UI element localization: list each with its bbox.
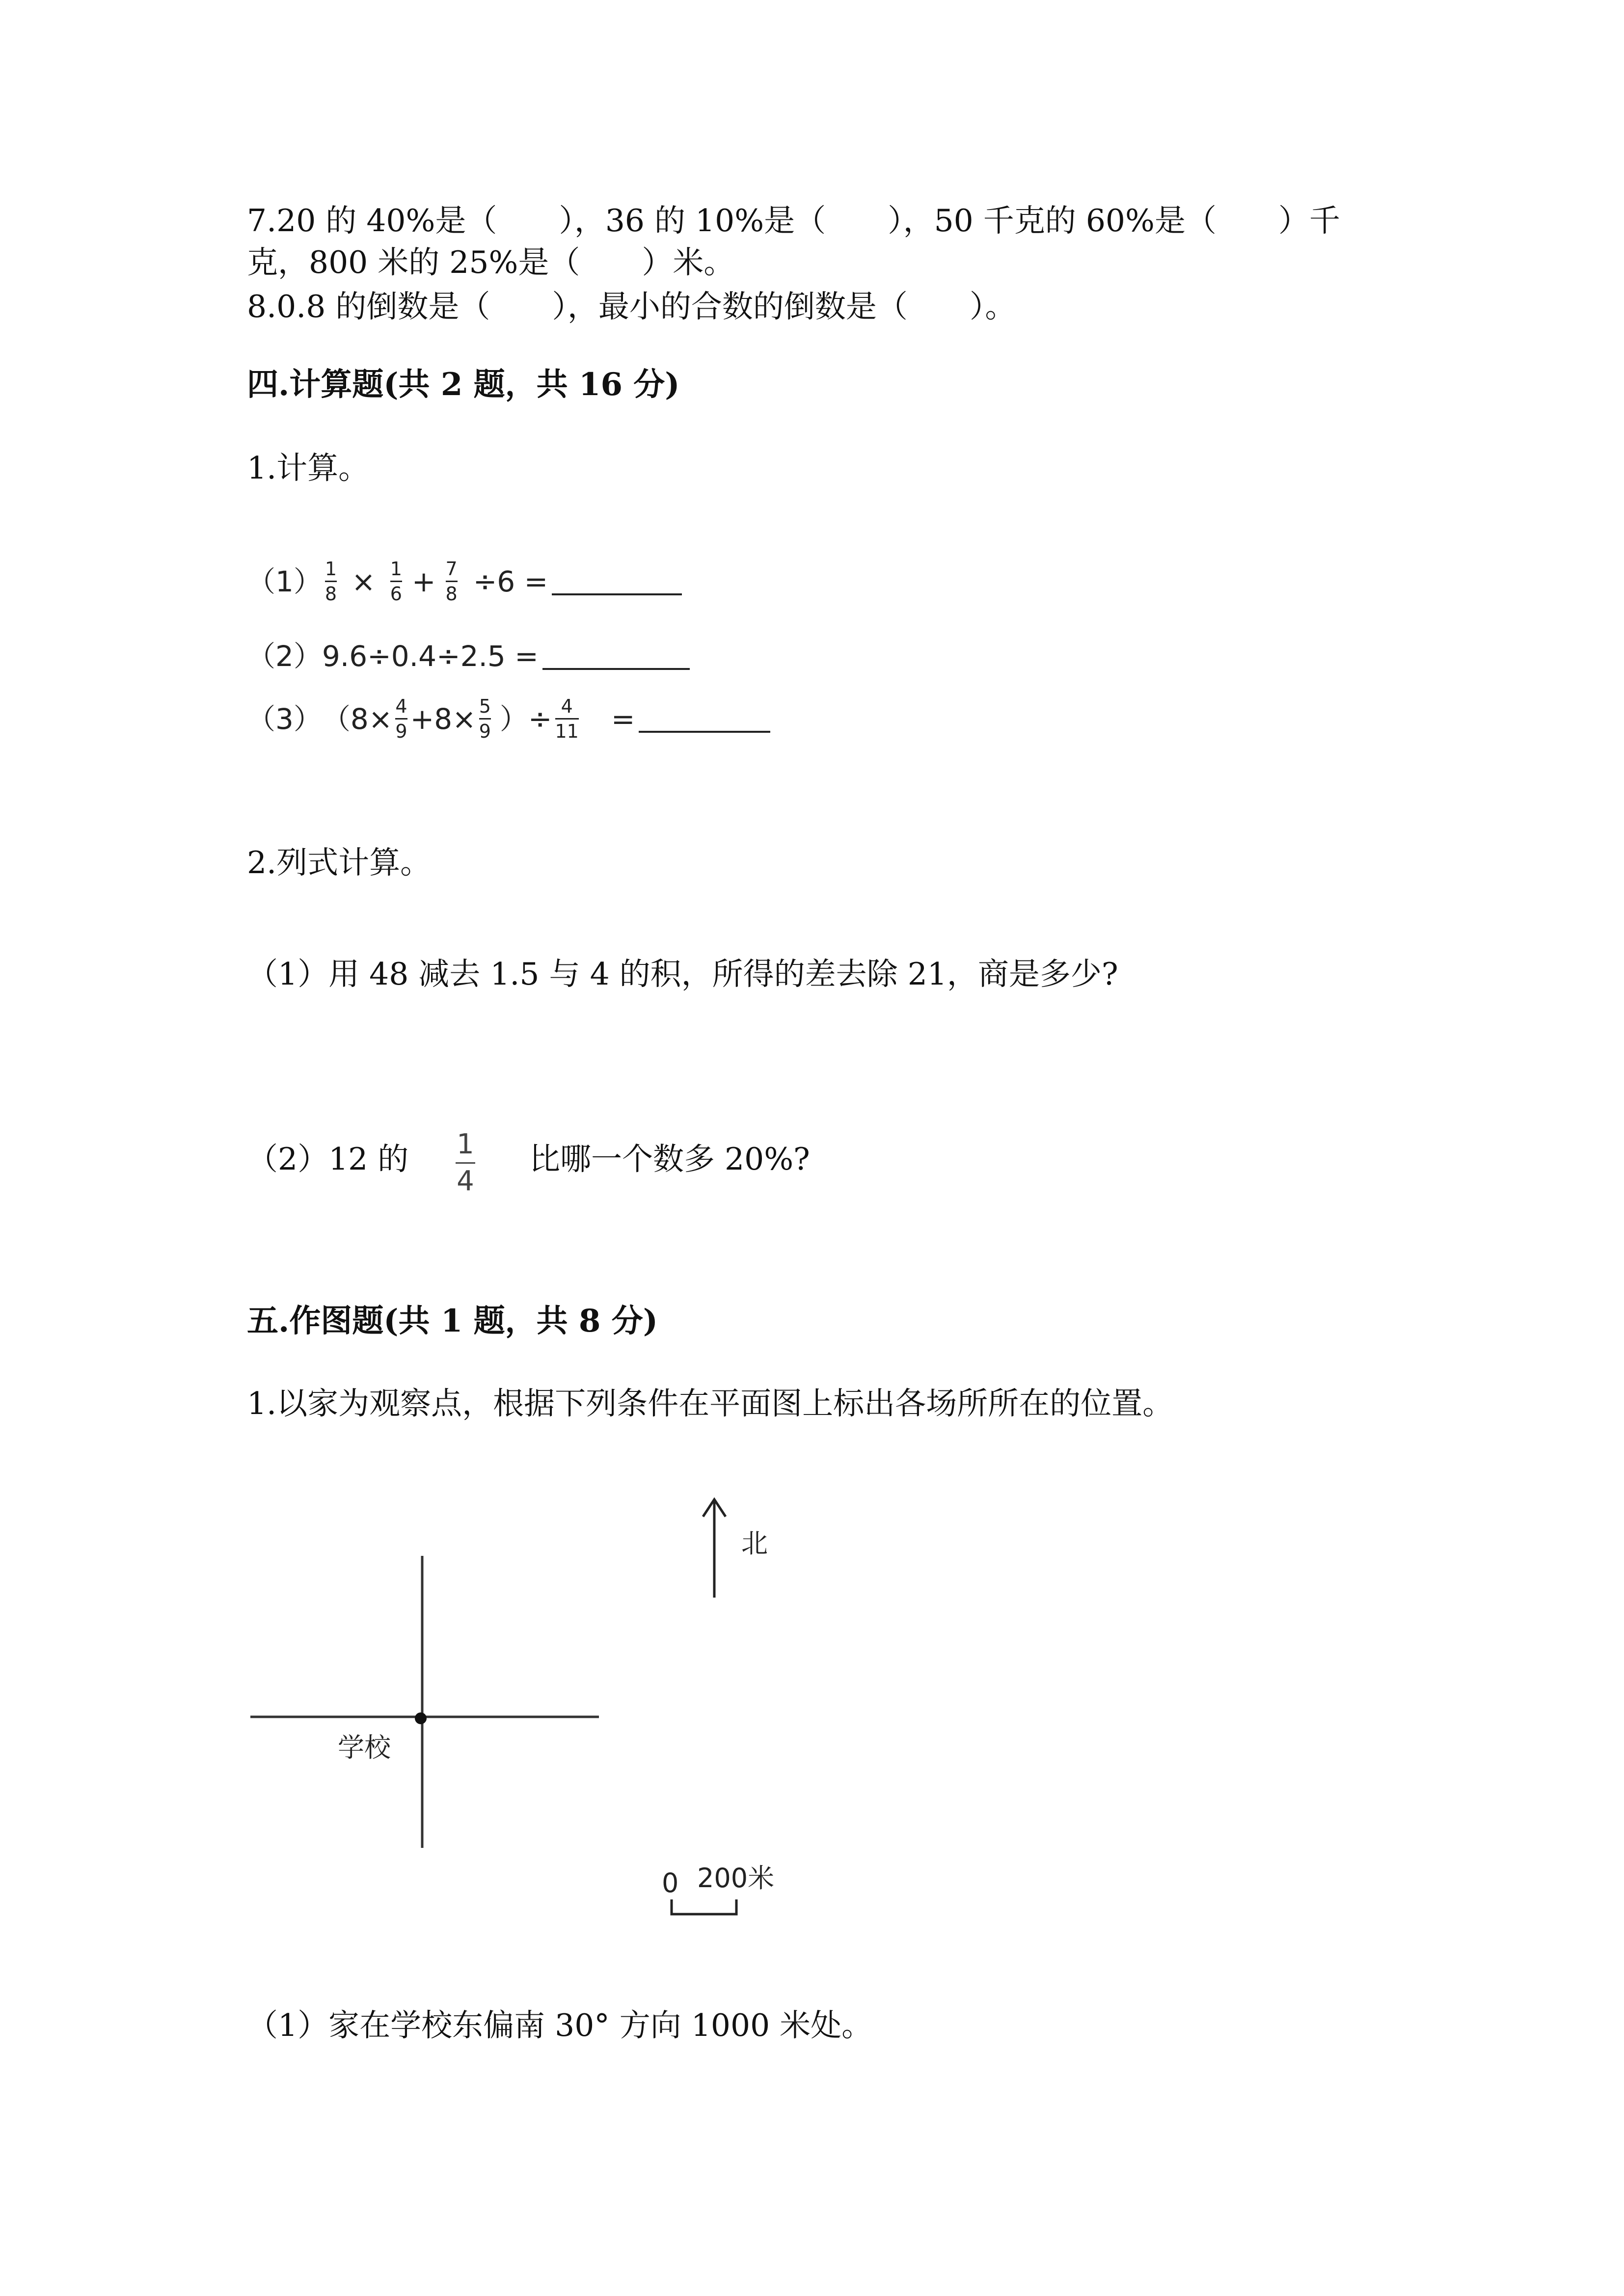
fraction-denominator: 4 — [457, 1165, 474, 1197]
question-2-part-2-suffix: 比哪一个数多 20%? — [529, 1141, 810, 1177]
fraction-numerator: 4 — [561, 695, 573, 717]
expression-open: （8× — [322, 702, 393, 736]
calc-item-label: （2） — [247, 640, 322, 673]
fraction-denominator: 8 — [325, 583, 337, 605]
fraction-denominator: 8 — [445, 583, 458, 605]
fraction-numerator: 7 — [445, 558, 458, 580]
fraction-denominator: 9 — [395, 721, 407, 742]
school-label: 学校 — [338, 1732, 391, 1763]
section-5-question-1-title: 1.以家为观察点，根据下列条件在平面图上标出各场所所在的位置。 — [247, 1386, 1174, 1421]
equals-sign: = — [611, 702, 635, 736]
fraction-denominator: 11 — [555, 721, 579, 742]
scale-bar — [672, 1899, 736, 1914]
fraction-numerator: 4 — [395, 695, 407, 717]
calc-item-label: （1） — [247, 564, 322, 598]
fraction-numerator: 5 — [479, 695, 491, 717]
section-4-question-1-title: 1.计算。 — [247, 450, 370, 486]
question-7-line-2: 克，800 米的 25%是（ ）米。 — [247, 244, 735, 280]
operator: × — [352, 564, 376, 598]
expression-mid: +8× — [410, 702, 476, 736]
calc-item-label: （3） — [247, 702, 322, 736]
section-5-title: 五.作图题(共 1 题，共 8 分) — [247, 1303, 658, 1339]
expression: 9.6÷0.4÷2.5 = — [322, 640, 539, 673]
fraction-numerator: 1 — [457, 1128, 474, 1160]
question-2-part-1: （1）用 48 减去 1.5 与 4 的积，所得的差去除 21，商是多少? — [247, 956, 1118, 992]
fraction-numerator: 1 — [390, 558, 402, 580]
north-label: 北 — [741, 1528, 768, 1559]
operator: + — [411, 564, 436, 598]
fraction-denominator: 9 — [479, 721, 491, 742]
scale-zero-label: 0 — [662, 1868, 679, 1898]
section-4-title: 四.计算题(共 2 题，共 16 分) — [247, 366, 680, 403]
section-5-question-1-part-1: （1）家在学校东偏南 30° 方向 1000 米处。 — [247, 2007, 873, 2043]
question-2-part-2-prefix: （2）12 的 — [247, 1141, 409, 1177]
school-point — [415, 1712, 427, 1724]
fraction-numerator: 1 — [325, 558, 337, 580]
question-7-line-1: 7.20 的 40%是（ ），36 的 10%是（ ），50 千克的 60%是（ ）千 — [247, 203, 1340, 239]
expression-close: ）÷ — [499, 702, 552, 736]
fraction-denominator: 6 — [390, 583, 402, 605]
scale-distance-label: 200米 — [697, 1863, 775, 1894]
expression-rest: ÷6 = — [473, 564, 548, 598]
section-4-question-2-title: 2.列式计算。 — [247, 845, 432, 881]
question-8: 8.0.8 的倒数是（ ），最小的合数的倒数是（ ）。 — [247, 289, 1016, 324]
